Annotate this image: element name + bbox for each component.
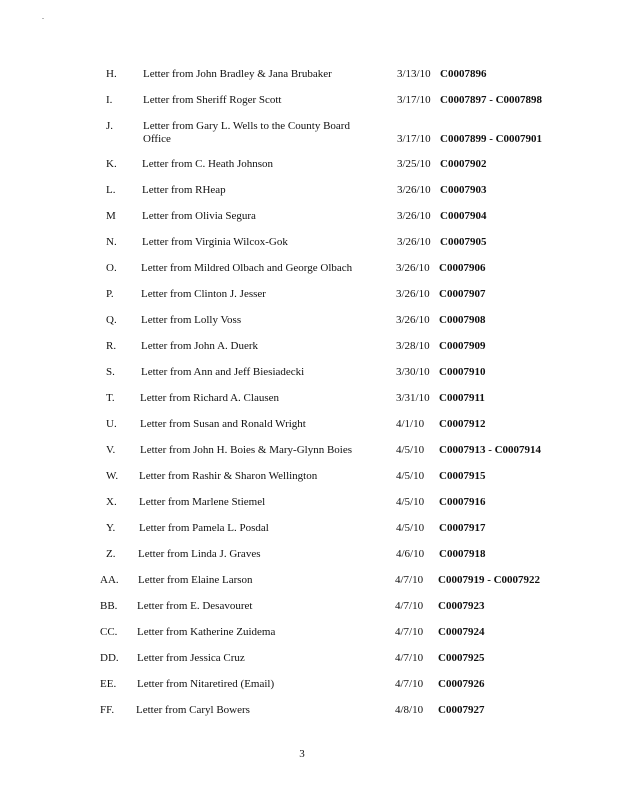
exhibit-date: 4/5/10 [396,444,425,456]
exhibit-bates-number: C0007909 [439,340,486,352]
exhibit-entry [0,184,619,210]
exhibit-date: 3/13/10 [397,68,431,80]
exhibit-entry [0,704,619,730]
exhibit-bates-number: C0007897 - C0007898 [440,94,543,106]
exhibit-entry [0,158,619,184]
exhibit-letter: R. [106,340,117,352]
exhibit-entry [0,262,619,288]
exhibit-description: Letter from C. Heath Johnson [142,158,274,170]
exhibit-letter: FF. [100,704,115,716]
exhibit-entry [0,626,619,652]
exhibit-bates-number: C0007906 [439,262,486,274]
exhibit-entry [0,68,619,94]
exhibit-entry [0,120,619,158]
exhibit-entry [0,678,619,704]
exhibit-letter: AA. [100,574,119,586]
exhibit-date: 3/25/10 [397,158,431,170]
exhibit-bates-number: C0007926 [438,678,485,690]
exhibit-letter: Z. [106,548,116,560]
exhibit-bates-number: C0007905 [440,236,487,248]
exhibit-description: Letter from Caryl Bowers [136,704,250,716]
exhibit-date: 4/7/10 [395,678,424,690]
exhibit-entry [0,314,619,340]
exhibit-letter: S. [106,366,115,378]
exhibit-entry [0,94,619,120]
exhibit-description: Letter from Elaine Larson [138,574,253,586]
exhibit-date: 4/1/10 [396,418,425,430]
exhibit-bates-number: C0007916 [439,496,486,508]
exhibit-bates-number: C0007912 [439,418,486,430]
exhibit-letter: P. [106,288,114,300]
exhibit-description: Letter from E. Desavouret [137,600,253,612]
page-number: 3 [299,748,305,760]
exhibit-description: Letter from Sheriff Roger Scott [143,94,282,106]
exhibit-entry [0,470,619,496]
exhibit-letter: V. [106,444,116,456]
exhibit-letter: X. [106,496,117,508]
exhibit-description: Letter from Clinton J. Jesser [141,288,266,300]
exhibit-date: 3/31/10 [396,392,430,404]
exhibit-entry [0,288,619,314]
exhibit-bates-number: C0007923 [438,600,485,612]
exhibit-entry [0,210,619,236]
exhibit-description: Letter from John Bradley & Jana Brubaker [143,68,332,80]
exhibit-description: Letter from Lolly Voss [141,314,242,326]
exhibit-description: Letter from Katherine Zuidema [137,626,276,638]
exhibit-description: Letter from RHeap [142,184,226,196]
exhibit-bates-number: C0007902 [440,158,487,170]
exhibit-description: Letter from Marlene Stiemel [139,496,266,508]
exhibit-list [0,68,619,730]
exhibit-entry [0,548,619,574]
exhibit-description: Letter from Olivia Segura [142,210,256,222]
exhibit-bates-number: C0007915 [439,470,486,482]
exhibit-date: 3/30/10 [396,366,430,378]
exhibit-date: 4/8/10 [395,704,424,716]
exhibit-description: Letter from Pamela L. Posdal [139,522,269,534]
corner-mark: . [42,12,44,21]
exhibit-date: 3/26/10 [396,314,430,326]
exhibit-letter: DD. [100,652,119,664]
exhibit-bates-number: C0007927 [438,704,485,716]
exhibit-date: 4/5/10 [396,522,425,534]
exhibit-bates-number: C0007919 - C0007922 [438,574,541,586]
exhibit-description: Letter from Susan and Ronald Wright [140,418,306,430]
exhibit-entry [0,652,619,678]
exhibit-bates-number: C0007903 [440,184,487,196]
exhibit-letter: Q. [106,314,117,326]
exhibit-letter: H. [106,68,117,80]
exhibit-letter: O. [106,262,117,274]
exhibit-date: 4/6/10 [396,548,425,560]
exhibit-description: Letter from John A. Duerk [141,340,258,352]
exhibit-date: 3/26/10 [397,236,431,248]
exhibit-bates-number: C0007924 [438,626,485,638]
exhibit-date: 3/17/10 [397,133,431,145]
exhibit-entry [0,392,619,418]
exhibit-entry [0,444,619,470]
exhibit-description: Letter from Mildred Olbach and George Olbach [141,262,353,274]
exhibit-letter: U. [106,418,117,430]
exhibit-letter: BB. [100,600,118,612]
exhibit-description: Letter from Ann and Jeff Biesiadecki [141,366,305,378]
exhibit-bates-number: C0007918 [439,548,486,560]
exhibit-letter: EE. [100,678,117,690]
exhibit-entry [0,340,619,366]
exhibit-bates-number: C0007896 [440,68,487,80]
exhibit-entry [0,522,619,548]
exhibit-date: 4/7/10 [395,626,424,638]
exhibit-entry [0,600,619,626]
exhibit-date: 4/7/10 [395,574,424,586]
exhibit-date: 4/5/10 [396,470,425,482]
exhibit-description: Letter from John H. Boies & Mary-Glynn Boies [140,444,353,456]
exhibit-letter: I. [106,94,113,106]
exhibit-date: 3/28/10 [396,340,430,352]
exhibit-description: Letter from Jessica Cruz [137,652,245,664]
exhibit-entry [0,496,619,522]
exhibit-date: 4/5/10 [396,496,425,508]
exhibit-bates-number: C0007910 [439,366,486,378]
exhibit-date: 4/7/10 [395,600,424,612]
exhibit-description: Letter from Linda J. Graves [138,548,261,560]
exhibit-entry [0,366,619,392]
exhibit-date: 3/26/10 [396,288,430,300]
exhibit-bates-number: C0007907 [439,288,486,300]
exhibit-date: 3/26/10 [396,262,430,274]
exhibit-bates-number: C0007904 [440,210,487,222]
exhibit-bates-number: C0007908 [439,314,486,326]
exhibit-letter: Y. [106,522,116,534]
exhibit-description: Letter from Richard A. Clausen [140,392,279,404]
exhibit-bates-number: C0007917 [439,522,486,534]
exhibit-date: 3/17/10 [397,94,431,106]
exhibit-date: 3/26/10 [397,184,431,196]
exhibit-bates-number: C0007925 [438,652,485,664]
exhibit-entry [0,574,619,600]
exhibit-description: Letter from Gary L. Wells to the County Board Office [143,120,350,145]
exhibit-letter: CC. [100,626,118,638]
exhibit-entry [0,236,619,262]
exhibit-date: 4/7/10 [395,652,424,664]
exhibit-letter: M [106,210,116,222]
exhibit-letter: K. [106,158,117,170]
exhibit-bates-number: C0007899 - C0007901 [440,133,543,145]
exhibit-bates-number: C0007913 - C0007914 [439,444,542,456]
exhibit-bates-number: C0007911 [439,392,485,404]
exhibit-letter: W. [106,470,119,482]
exhibit-description: Letter from Rashir & Sharon Wellington [139,470,318,482]
exhibit-letter: L. [106,184,116,196]
exhibit-description: Letter from Virginia Wilcox-Gok [142,236,288,248]
exhibit-letter: N. [106,236,117,248]
exhibit-letter: T. [106,392,115,404]
exhibit-entry [0,418,619,444]
exhibit-description: Letter from Nitaretired (Email) [137,678,275,690]
exhibit-letter: J. [106,120,114,132]
exhibit-date: 3/26/10 [397,210,431,222]
